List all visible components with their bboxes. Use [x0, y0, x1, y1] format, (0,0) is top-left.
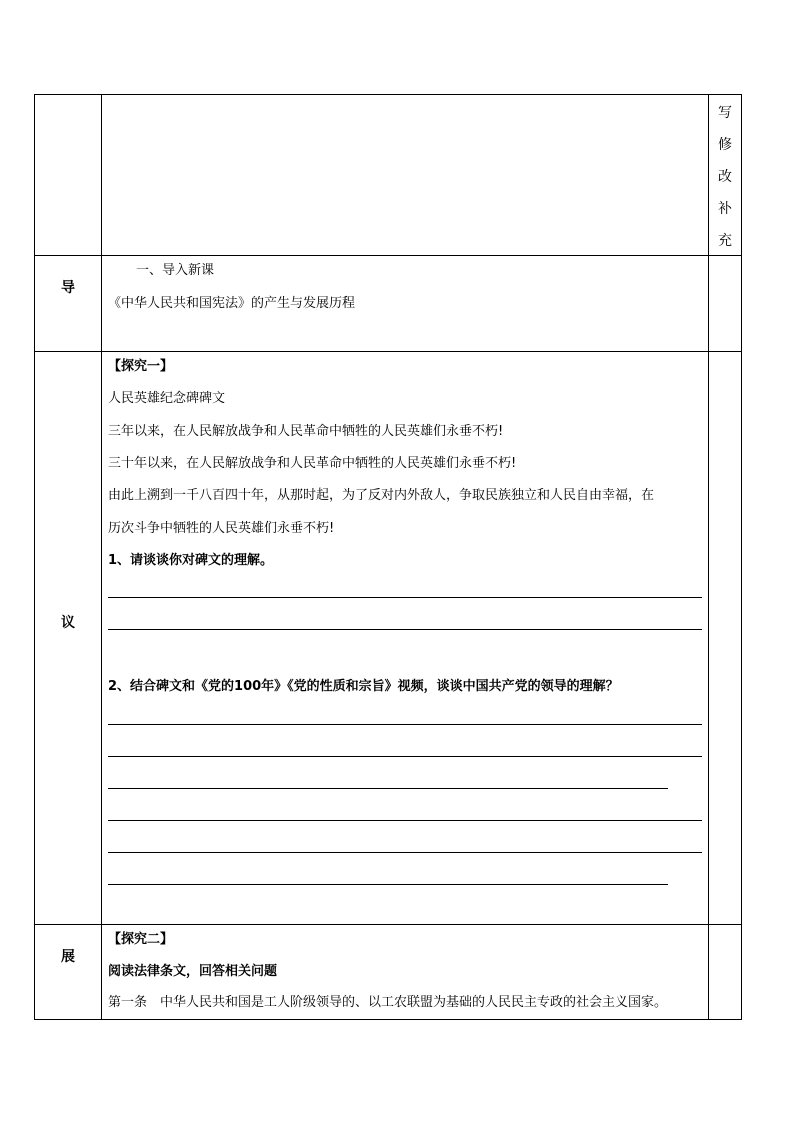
side-note-char: 改: [718, 169, 732, 185]
column-divider-left: [101, 95, 102, 1019]
section-content-dao: [108, 261, 708, 341]
section-content-zhan: [108, 930, 708, 1018]
inscription-line: 由此上溯到一千八百四十年，从那时起，为了反对内外敌人，争取民族独立和人民自由幸福，在: [108, 488, 655, 503]
lesson-table: [34, 94, 742, 1020]
side-notes: [708, 97, 742, 257]
intro-text: 《中华人民共和国宪法》的产生与发展历程: [108, 296, 356, 311]
inscription-line: 历次斗争中牺牲的人民英雄们永垂不朽!: [108, 521, 335, 536]
section-label-dao: 导: [61, 280, 75, 296]
side-note-char: 写: [718, 105, 732, 121]
section-label-zhan: 展: [61, 949, 75, 965]
answer-line[interactable]: [108, 597, 702, 598]
answer-line[interactable]: [108, 629, 702, 630]
row-divider-1: [35, 255, 741, 256]
inscription-title: 人民英雄纪念碑碑文: [108, 391, 226, 406]
intro-heading: 一、导入新课: [136, 263, 215, 278]
question-two: 2、结合碑文和《党的100年》《党的性质和宗旨》视频，谈谈中国共产党的领导的理解？: [108, 679, 619, 694]
answer-line[interactable]: [108, 756, 702, 757]
question-one: 1、请谈谈你对碑文的理解。: [108, 553, 274, 568]
side-note-char: 修: [718, 137, 732, 153]
side-note-char: 充: [718, 233, 732, 249]
answer-line[interactable]: [108, 884, 668, 885]
answer-line[interactable]: [108, 724, 702, 725]
side-note-char: 补: [718, 201, 732, 217]
inquiry-two-heading: 【探究二】: [108, 932, 174, 947]
inquiry-one-heading: 【探究一】: [108, 359, 174, 374]
row-divider-3: [35, 924, 741, 925]
inscription-line: 三年以来，在人民解放战争和人民革命中牺牲的人民英雄们永垂不朽!: [108, 424, 504, 439]
reading-instruction: 阅读法律条文，回答相关问题: [108, 964, 278, 979]
answer-line[interactable]: [108, 852, 702, 853]
answer-line[interactable]: [108, 820, 702, 821]
section-content-yi: [108, 357, 708, 917]
inscription-line: 三十年以来，在人民解放战争和人民革命中牺牲的人民英雄们永垂不朽!: [108, 456, 517, 471]
answer-line[interactable]: [108, 788, 668, 789]
law-article: 第一条 中华人民共和国是工人阶级领导的、以工农联盟为基础的人民民主专政的社会主义国家。: [108, 995, 668, 1010]
row-divider-2: [35, 351, 741, 352]
section-label-yi: 议: [61, 615, 75, 631]
